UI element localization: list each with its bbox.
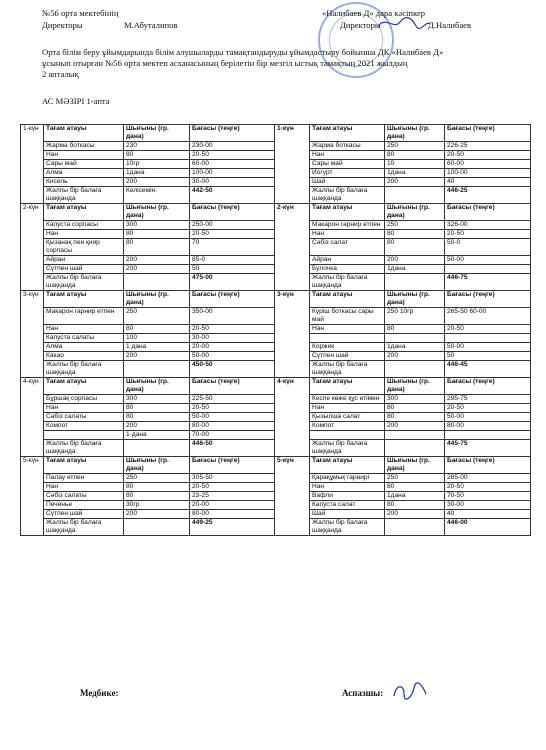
dish-price: 230-00 bbox=[190, 142, 275, 151]
total-approval bbox=[124, 274, 190, 291]
dish-output: 1дана bbox=[385, 265, 445, 274]
day-header-row bbox=[21, 125, 531, 142]
col-name-header: Тағам атауы bbox=[310, 125, 385, 142]
school-director-role: Директоры bbox=[42, 20, 83, 30]
dish-price: 50-0 bbox=[445, 239, 531, 256]
total-price-left: 475-00 bbox=[190, 274, 275, 291]
dish-price: 30-00 bbox=[190, 178, 275, 187]
dish-output: 80 bbox=[124, 230, 190, 239]
dish-name: Кисель bbox=[44, 178, 124, 187]
dish-name: Айран bbox=[310, 256, 385, 265]
col-output-header: Шығыны (гр. дана) bbox=[124, 457, 190, 474]
dish-output: 80 bbox=[124, 413, 190, 422]
dish-price: 20-00 bbox=[190, 343, 275, 352]
dish-output: 1 дана bbox=[124, 343, 190, 352]
dish-name: Нан bbox=[310, 151, 385, 160]
col-output-header: Шығыны (гр. дана) bbox=[124, 125, 190, 142]
intro-line-2: ұсынып отырған №56 орта мектеп асханасының берілетін бір мезгіл ыстық тамақтың 2021 жылдың bbox=[42, 58, 408, 68]
dish-price: 20-50 bbox=[445, 483, 531, 492]
dish-price: 20-50 bbox=[445, 230, 531, 239]
school-director-name: М.Абуталипов bbox=[124, 20, 178, 30]
col-price-header: Бағасы (теңге) bbox=[190, 125, 275, 142]
dish-output: 80 bbox=[124, 492, 190, 501]
day-label-left: 1-күн bbox=[21, 125, 44, 204]
col-output-header: Шығыны (гр. дана) bbox=[385, 378, 445, 395]
total-price-left: 442-50 bbox=[190, 187, 275, 204]
dish-price: 350-00 bbox=[190, 308, 275, 325]
dish-name: Сүтпен шай bbox=[44, 510, 124, 519]
col-price-header: Бағасы (теңге) bbox=[445, 204, 531, 221]
dish-output: 250 bbox=[385, 221, 445, 230]
dish-name: Күріш боткасы сары май bbox=[310, 308, 385, 325]
dish-output: 80 bbox=[124, 239, 190, 256]
total-approval bbox=[124, 361, 190, 378]
menu-table bbox=[20, 124, 531, 536]
col-name-header: Тағам атауы bbox=[44, 204, 124, 221]
dish-name: Макарон гарнир етпен bbox=[310, 221, 385, 230]
dish-output bbox=[385, 334, 445, 343]
dish-price: 100-00 bbox=[445, 169, 531, 178]
col-price-header: Бағасы (теңге) bbox=[190, 291, 275, 308]
total-price-right: 446-75 bbox=[445, 274, 531, 291]
dish-name: Какао bbox=[44, 352, 124, 361]
dish-name: Нан bbox=[44, 483, 124, 492]
dish-output: 80 bbox=[385, 483, 445, 492]
dish-name: Макарон гарнир етпен bbox=[44, 308, 124, 325]
dish-output: 1дана bbox=[385, 343, 445, 352]
dish-name: Жарма боткасы bbox=[44, 142, 124, 151]
day-header-row bbox=[21, 457, 531, 474]
dish-price: 226-25 bbox=[445, 142, 531, 151]
dish-output: 100 bbox=[124, 334, 190, 343]
dish-name: Шай bbox=[310, 510, 385, 519]
dish-output bbox=[385, 431, 445, 440]
dish-name: Йогурт bbox=[310, 169, 385, 178]
dish-output: 200 bbox=[124, 422, 190, 431]
dish-output: 80 bbox=[385, 230, 445, 239]
col-name-header: Тағам атауы bbox=[44, 457, 124, 474]
dish-output: 200 bbox=[385, 256, 445, 265]
dish-price: 265-50 60-00 bbox=[445, 308, 531, 325]
cook-label: Аспазшы: bbox=[342, 688, 384, 698]
dish-output: 300 bbox=[124, 395, 190, 404]
dish-output: 200 bbox=[385, 422, 445, 431]
dish-output: 80 bbox=[124, 404, 190, 413]
dish-name: Қызылша салат bbox=[310, 413, 385, 422]
dish-output: 250 bbox=[124, 308, 190, 325]
dish-price: 100-00 bbox=[190, 169, 275, 178]
dish-output: 250 10гр bbox=[385, 308, 445, 325]
dish-name: Айран bbox=[44, 256, 124, 265]
dish-output: 1-дана bbox=[124, 431, 190, 440]
dish-name: Нан bbox=[44, 230, 124, 239]
dish-output: 30гр bbox=[124, 501, 190, 510]
dish-output: 80 bbox=[385, 413, 445, 422]
day-label-left: 5-күн bbox=[21, 457, 44, 536]
dish-name: Печенье bbox=[44, 501, 124, 510]
col-price-header: Бағасы (теңге) bbox=[445, 291, 531, 308]
dish-output: 250 bbox=[124, 474, 190, 483]
dish-output: 300 bbox=[124, 221, 190, 230]
dish-name: Сары май bbox=[310, 160, 385, 169]
day-header-row bbox=[21, 204, 531, 221]
total-label: Жалпы бір балаға шаққанда bbox=[310, 187, 385, 204]
col-output-header: Шығыны (гр. дана) bbox=[124, 291, 190, 308]
col-output-header: Шығыны (гр. дана) bbox=[385, 457, 445, 474]
dish-price: 50-00 bbox=[190, 352, 275, 361]
dish-price bbox=[445, 334, 531, 343]
nurse-label: Медбике: bbox=[80, 688, 119, 698]
dish-output: 80 bbox=[385, 501, 445, 510]
dish-output: 1дана bbox=[124, 169, 190, 178]
dish-name: Нан bbox=[44, 151, 124, 160]
col-name-header: Тағам атауы bbox=[310, 378, 385, 395]
col-name-header: Тағам атауы bbox=[44, 291, 124, 308]
dish-price bbox=[445, 265, 531, 274]
dish-output: 200 bbox=[385, 178, 445, 187]
total-blank bbox=[385, 274, 445, 291]
dish-name: Нан bbox=[310, 230, 385, 239]
dish-name: Коржик bbox=[310, 343, 385, 352]
dish-price: 20-50 bbox=[445, 151, 531, 160]
dish-name: Капуста сорпасы bbox=[44, 221, 124, 230]
dish-price: 20-50 bbox=[190, 151, 275, 160]
dish-output: 1дана bbox=[385, 492, 445, 501]
dish-name bbox=[44, 431, 124, 440]
dish-name: Нан bbox=[310, 325, 385, 334]
dish-price: 225-50 bbox=[190, 395, 275, 404]
dish-price: 60-00 bbox=[445, 160, 531, 169]
total-price-right: 445-75 bbox=[445, 440, 531, 457]
dish-price: 250-00 bbox=[190, 221, 275, 230]
dish-price: 80-00 bbox=[190, 510, 275, 519]
day-label-right: 4-күн bbox=[275, 378, 310, 457]
dish-price: 23-25 bbox=[190, 492, 275, 501]
total-price-left: 449-25 bbox=[190, 519, 275, 536]
dish-output: 80 bbox=[385, 404, 445, 413]
intro-line-3: 2 апталық bbox=[42, 69, 79, 79]
dish-price: 326-00 bbox=[445, 221, 531, 230]
col-price-header: Бағасы (теңге) bbox=[190, 378, 275, 395]
dish-name: Сәбіз салаты bbox=[44, 413, 124, 422]
entrepreneur-director-name: Д.Налибаев bbox=[428, 20, 472, 30]
day-label-left: 4-күн bbox=[21, 378, 44, 457]
dish-price: 20-50 bbox=[190, 404, 275, 413]
total-price-right: 446-25 bbox=[445, 187, 531, 204]
dish-price: 40 bbox=[445, 178, 531, 187]
dish-price: 70-50 bbox=[445, 492, 531, 501]
dish-price: 30-00 bbox=[190, 334, 275, 343]
dish-price: 20-50 bbox=[190, 230, 275, 239]
total-price-left: 450-50 bbox=[190, 361, 275, 378]
col-output-header: Шығыны (гр. дана) bbox=[385, 204, 445, 221]
total-approval: Келісемін: bbox=[124, 187, 190, 204]
dish-price: 50-00 bbox=[190, 413, 275, 422]
dish-price: 295-75 bbox=[445, 395, 531, 404]
dish-output: 80 bbox=[124, 325, 190, 334]
dish-price: 60-00 bbox=[190, 160, 275, 169]
total-price-right: 446-45 bbox=[445, 361, 531, 378]
dish-price: 20-50 bbox=[445, 404, 531, 413]
dish-name: Булочка bbox=[310, 265, 385, 274]
day-label-right: 2-күн bbox=[275, 204, 310, 291]
dish-name: Вафли bbox=[310, 492, 385, 501]
dish-output: 1дана bbox=[385, 169, 445, 178]
day-label-left: 2-күн bbox=[21, 204, 44, 291]
col-price-header: Бағасы (теңге) bbox=[445, 457, 531, 474]
total-label: Жалпы бір балаға шаққанда bbox=[44, 187, 124, 204]
col-output-header: Шығыны (гр. дана) bbox=[124, 378, 190, 395]
dish-output: 200 bbox=[385, 510, 445, 519]
director-signature bbox=[376, 14, 432, 32]
total-price-right: 446-00 bbox=[445, 519, 531, 536]
dish-price: 80-00 bbox=[190, 422, 275, 431]
col-price-header: Бағасы (теңге) bbox=[445, 378, 531, 395]
dish-output: 10 bbox=[385, 160, 445, 169]
dish-output: 250 bbox=[385, 474, 445, 483]
dish-name: Алма bbox=[44, 343, 124, 352]
day-label-right: 1-күн bbox=[275, 125, 310, 204]
dish-name: Сүтпен шай bbox=[310, 352, 385, 361]
col-name-header: Тағам атауы bbox=[310, 457, 385, 474]
dish-output: 80 bbox=[385, 325, 445, 334]
dish-output: 200 bbox=[124, 256, 190, 265]
day-header-row bbox=[21, 378, 531, 395]
col-name-header: Тағам атауы bbox=[310, 291, 385, 308]
dish-price: 20-50 bbox=[190, 325, 275, 334]
day-label-right: 5-күн bbox=[275, 457, 310, 536]
dish-output: 200 bbox=[124, 352, 190, 361]
dish-name bbox=[310, 334, 385, 343]
total-label: Жалпы бір балаға шаққанда bbox=[310, 440, 385, 457]
dish-name: Компот bbox=[44, 422, 124, 431]
dish-output: 200 bbox=[385, 352, 445, 361]
dish-output: 80 bbox=[124, 483, 190, 492]
dish-output: 10гр bbox=[124, 160, 190, 169]
total-label: Жалпы бір балаға шаққанда bbox=[310, 361, 385, 378]
dish-output: 300 bbox=[385, 395, 445, 404]
dish-price: 85-0 bbox=[190, 256, 275, 265]
total-blank bbox=[385, 440, 445, 457]
total-price-left: 446-50 bbox=[190, 440, 275, 457]
dish-price: 50-00 bbox=[445, 413, 531, 422]
dish-price: 80-00 bbox=[445, 422, 531, 431]
dish-output: 230 bbox=[124, 142, 190, 151]
total-blank bbox=[385, 187, 445, 204]
dish-name: Кеспе көже құс етімен bbox=[310, 395, 385, 404]
dish-price: 50-00 bbox=[445, 256, 531, 265]
col-output-header: Шығыны (гр. дана) bbox=[385, 291, 445, 308]
dish-name: Бұршақ сорпасы bbox=[44, 395, 124, 404]
day-header-row bbox=[21, 291, 531, 308]
total-blank bbox=[385, 519, 445, 536]
dish-name: Сүтпен шай bbox=[44, 265, 124, 274]
intro-line-1: Орта білім беру ұйымдарында білім алушыларды тамақтандыруды ұйымдастыру бойынша ДК «Налибаев Д» bbox=[42, 47, 444, 57]
dish-price: 285-00 bbox=[445, 474, 531, 483]
col-output-header: Шығыны (гр. дана) bbox=[124, 204, 190, 221]
total-label: Жалпы бір балаға шаққанда bbox=[44, 440, 124, 457]
dish-name: Капуста салаты bbox=[44, 334, 124, 343]
total-label: Жалпы бір балаға шаққанда bbox=[44, 519, 124, 536]
total-blank bbox=[385, 361, 445, 378]
col-price-header: Бағасы (теңге) bbox=[190, 457, 275, 474]
dish-name: Компот bbox=[310, 422, 385, 431]
school-title: №56 орта мектебінің bbox=[42, 8, 119, 18]
dish-output: 200 bbox=[124, 265, 190, 274]
dish-output: 250 bbox=[385, 142, 445, 151]
dish-price bbox=[445, 431, 531, 440]
dish-name: Сәбіз салат bbox=[310, 239, 385, 256]
total-approval bbox=[124, 440, 190, 457]
dish-name: Сәбіз салаты bbox=[44, 492, 124, 501]
dish-output: 200 bbox=[124, 510, 190, 519]
dish-name: Нан bbox=[44, 404, 124, 413]
dish-price: 40 bbox=[445, 510, 531, 519]
total-label: Жалпы бір балаға шаққанда bbox=[44, 274, 124, 291]
dish-price: 70 bbox=[190, 239, 275, 256]
day-label-right: 3-күн bbox=[275, 291, 310, 378]
col-name-header: Тағам атауы bbox=[310, 204, 385, 221]
dish-name: Жарма боткасы bbox=[310, 142, 385, 151]
dish-name: Нан bbox=[310, 483, 385, 492]
total-label: Жалпы бір балаға шаққанда bbox=[310, 274, 385, 291]
entrepreneur-director-role: Директоры bbox=[340, 20, 381, 30]
dish-output: 80 bbox=[385, 239, 445, 256]
dish-price: 20-50 bbox=[445, 325, 531, 334]
dish-price: 305-50 bbox=[190, 474, 275, 483]
dish-price: 20-00 bbox=[190, 501, 275, 510]
dish-name: Нан bbox=[44, 325, 124, 334]
dish-name bbox=[310, 431, 385, 440]
dish-price: 20-50 bbox=[190, 483, 275, 492]
total-approval bbox=[124, 519, 190, 536]
cook-signature bbox=[390, 680, 430, 702]
dish-output: 80 bbox=[385, 151, 445, 160]
dish-price: 50 bbox=[190, 265, 275, 274]
dish-price: 70-00 bbox=[190, 431, 275, 440]
col-output-header: Шығыны (гр. дана) bbox=[385, 125, 445, 142]
dish-price: 50-00 bbox=[445, 343, 531, 352]
col-price-header: Бағасы (теңге) bbox=[190, 204, 275, 221]
col-name-header: Тағам атауы bbox=[44, 378, 124, 395]
dish-name: Шай bbox=[310, 178, 385, 187]
col-name-header: Тағам атауы bbox=[44, 125, 124, 142]
day-label-left: 3-күн bbox=[21, 291, 44, 378]
dish-output: 80 bbox=[124, 151, 190, 160]
dish-name: Алма bbox=[44, 169, 124, 178]
dish-price: 30-00 bbox=[445, 501, 531, 510]
total-label: Жалпы бір балаға шаққанда bbox=[44, 361, 124, 378]
dish-name: Палау етпен bbox=[44, 474, 124, 483]
menu-label: АС МӘЗІРІ 1-апта bbox=[42, 96, 110, 106]
dish-name: Сары май bbox=[44, 160, 124, 169]
dish-name: Қарақұмық гарнирі bbox=[310, 474, 385, 483]
entrepreneur-title: «Налибаев Д» дара кәсіпкер bbox=[322, 8, 426, 18]
dish-name: Нан bbox=[310, 404, 385, 413]
total-label: Жалпы бір балаға шаққанда bbox=[310, 519, 385, 536]
dish-price: 50 bbox=[445, 352, 531, 361]
dish-output: 200 bbox=[124, 178, 190, 187]
dish-name: Капуста салат bbox=[310, 501, 385, 510]
dish-name: Қызанақ пен қияр сорпасы bbox=[44, 239, 124, 256]
col-price-header: Бағасы (теңге) bbox=[445, 125, 531, 142]
